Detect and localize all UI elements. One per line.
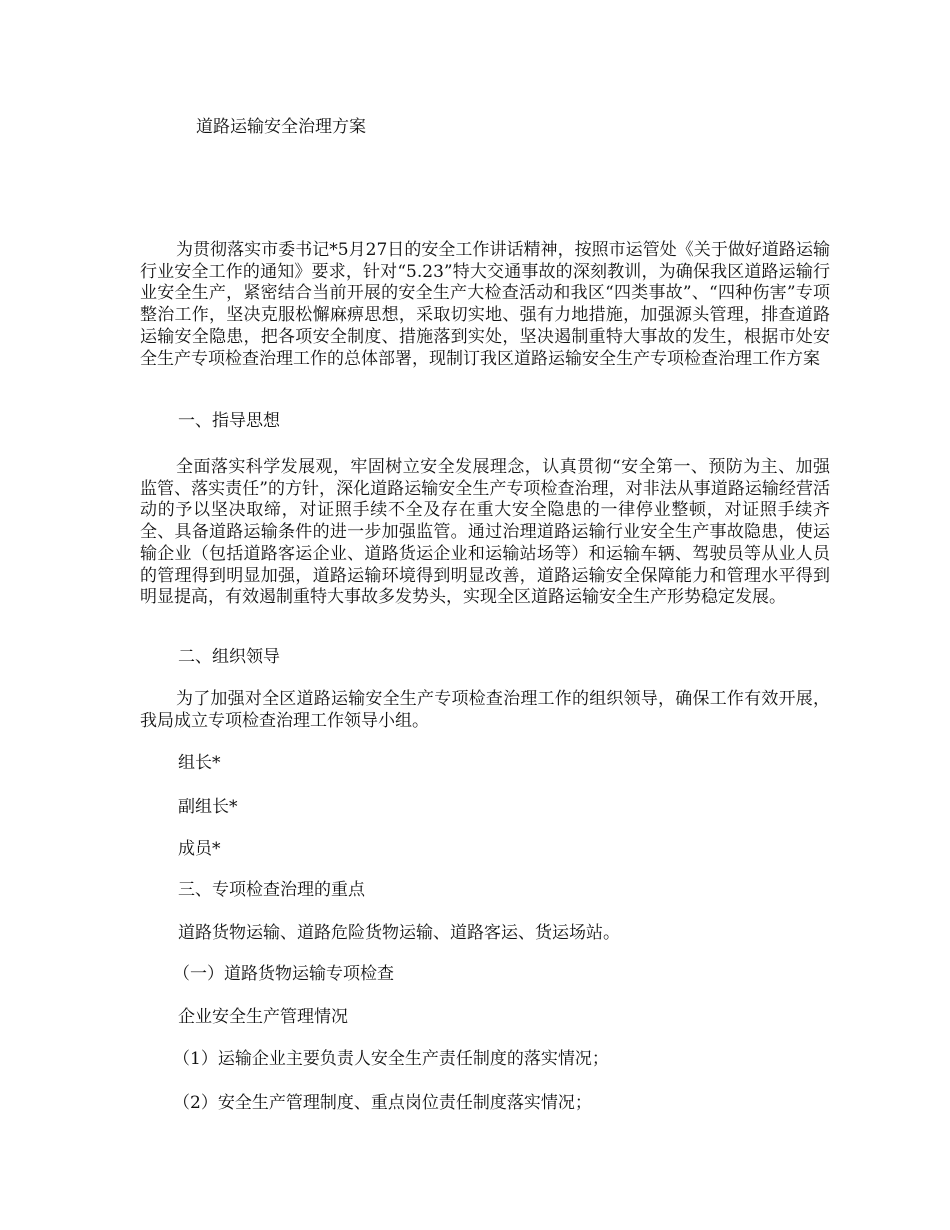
section-heading-inspection-focus: 三、专项检查治理的重点 xyxy=(178,880,365,900)
members-line: 成员* xyxy=(178,839,221,859)
list-item: （2）安全生产管理制度、重点岗位责任制度落实情况； xyxy=(173,1093,592,1113)
enterprise-management-line: 企业安全生产管理情况 xyxy=(178,1007,348,1027)
organization-paragraph: 为了加强对全区道路运输安全生产专项检查治理工作的组织领导，确保工作有效开展，我局成立专项检查治理工作领导小组。 xyxy=(140,689,830,731)
deputy-leader-line: 副组长* xyxy=(178,797,238,817)
document-title: 道路运输安全治理方案 xyxy=(196,117,366,137)
guiding-thought-paragraph: 全面落实科学发展观，牢固树立安全发展理念，认真贯彻“安全第一、预防为主、加强监管、落实责任”的方针，深化道路运输安全生产专项检查治理，对非法从事道路运输经营活动的予以坚决取缔，对证照手续不全及存在重大安全隐患的一律停业整顿，对证照手续齐全、具备道路运输条件的进一步加强监管。通过治理道路运输行业安全生产事故隐患，使运输企业（包括道路客运企业、道路货运企业和运输站场等）和运输车辆、驾驶员等从业人员的管理得到明显加强，道路运输环境得到明显改善，道路运输安全保障能力和管理水平得到明显提高，有效遏制重特大事故多发势头，实现全区道路运输安全生产形势稳定发展。 xyxy=(140,457,830,608)
section-heading-guiding-thought: 一、指导思想 xyxy=(178,411,280,431)
inspection-scope-line: 道路货物运输、道路危险货物运输、道路客运、货运场站。 xyxy=(178,923,620,943)
subsection-heading-freight: （一）道路货物运输专项检查 xyxy=(173,964,394,984)
intro-paragraph: 为贯彻落实市委书记*5月27日的安全工作讲话精神，按照市运管处《关于做好道路运输行业安全工作的通知》要求，针对“5.23”特大交通事故的深刻教训，为确保我区道路运输行业安全生产，紧密结合当前开展的安全生产大检查活动和我区“四类事故”、“四种伤害”专项整治工作，坚决克服松懈麻痹思想，采取切实地、强有力地措施，加强源头管理，排查道路运输安全隐患，把各项安全制度、措施落到实处，坚决遏制重特大事故的发生，根据市处安全生产专项检查治理工作的总体部署，现制订我区道路运输安全生产专项检查治理工作方案 xyxy=(140,240,830,369)
group-leader-line: 组长* xyxy=(178,753,221,773)
section-heading-organization: 二、组织领导 xyxy=(178,647,280,667)
list-item: （1）运输企业主要负责人安全生产责任制度的落实情况； xyxy=(173,1049,609,1069)
